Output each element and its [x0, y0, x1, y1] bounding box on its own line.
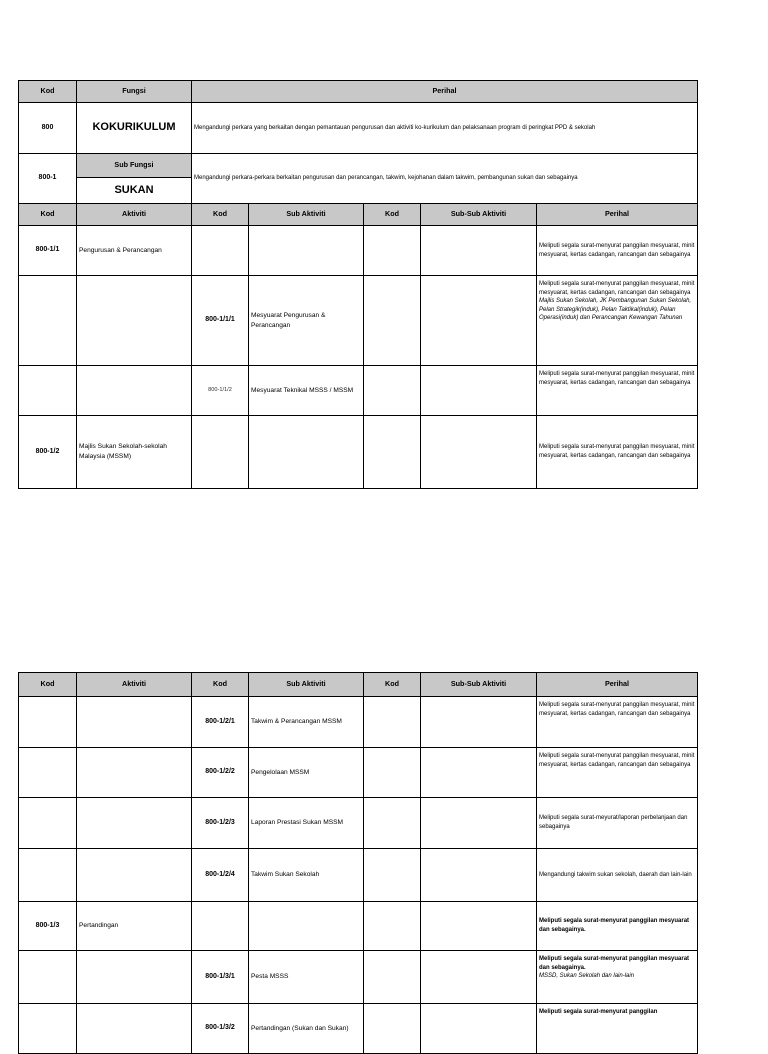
col-header: Aktiviti: [77, 673, 192, 697]
col-header: Sub Aktiviti: [249, 204, 364, 226]
row-perihal: Meliputi segala surat-menyurat panggilan mesyuarat, minit mesyuarat, kertas cadangan, rancangan dan sebagainya: [537, 416, 698, 489]
table-row: [19, 366, 698, 416]
row-sub-aktiviti: Mesyuarat Teknikal MSSS / MSSM: [249, 366, 364, 416]
col-header: Kod: [192, 204, 249, 226]
row-sub-sub-aktiviti: [421, 416, 537, 489]
row-kod: 800-1/2: [19, 416, 77, 489]
row-kod-sub: [192, 902, 249, 951]
col-header: Sub Aktiviti: [249, 673, 364, 697]
table-row: [19, 798, 698, 849]
row-perihal: Meliputi segala surat-menyurat panggilan mesyuarat, minit mesyuarat, kertas cadangan, rancangan dan sebagainya: [537, 226, 698, 276]
row-aktiviti: [77, 951, 192, 1004]
row-kod-subsub: [364, 276, 421, 366]
row-sub-aktiviti: Mesyuarat Pengurusan & Perancangan: [249, 276, 364, 366]
table-row: [19, 416, 698, 489]
row-sub-aktiviti: Takwim Sukan Sekolah: [249, 849, 364, 902]
row-sub-sub-aktiviti: [421, 276, 537, 366]
row-aktiviti: [77, 276, 192, 366]
row-kod-sub: 800-1/2/1: [192, 697, 249, 748]
row-aktiviti: [77, 697, 192, 748]
classification-table-2: [18, 672, 698, 1054]
table-row: [19, 1004, 698, 1054]
row-sub-sub-aktiviti: [421, 1004, 537, 1054]
row-kod: [19, 748, 77, 798]
row-aktiviti: Majlis Sukan Sekolah-sekolah Malaysia (MSSM): [77, 416, 192, 489]
row-sub-aktiviti: [249, 416, 364, 489]
row-sub-sub-aktiviti: [421, 849, 537, 902]
row-kod: [19, 1004, 77, 1054]
sub-fungsi-perihal: Mengandungi perkara-perkara berkaitan pengurusan dan perancangan, takwim, kejohanan dalam takwim, pembangunan sukan dan sebagainya: [192, 154, 698, 204]
row-kod: [19, 951, 77, 1004]
classification-table-1: [18, 80, 698, 489]
row-kod-sub: 800-1/3/1: [192, 951, 249, 1004]
row-kod-subsub: [364, 697, 421, 748]
col-header: Kod: [364, 673, 421, 697]
row-perihal: Meliputi segala surat-menyurat panggilan mesyuarat dan sebagainya. MSSD, Sukan Sekolah dan lain-lain: [537, 951, 698, 1004]
table-row: [19, 902, 698, 951]
row-aktiviti: [77, 1004, 192, 1054]
row-sub-sub-aktiviti: [421, 902, 537, 951]
table-row: [19, 276, 698, 366]
row-kod-sub: 800-1/1/2: [192, 366, 249, 416]
row-sub-aktiviti: Pengelolaan MSSM: [249, 748, 364, 798]
row-kod-sub: 800-1/2/4: [192, 849, 249, 902]
row-perihal: Meliputi segala surat-menyurat panggilan mesyuarat, minit mesyuarat, kertas cadangan, rancangan dan sebagainya: [537, 366, 698, 416]
row-sub-sub-aktiviti: [421, 951, 537, 1004]
row-kod-sub: 800-1/2/3: [192, 798, 249, 849]
fungsi-header-row: [19, 81, 698, 103]
row-kod-subsub: [364, 226, 421, 276]
row-kod: [19, 276, 77, 366]
col-header: Sub-Sub Aktiviti: [421, 204, 537, 226]
col-header: Sub-Sub Aktiviti: [421, 673, 537, 697]
row-kod-subsub: [364, 748, 421, 798]
row-aktiviti: Pertandingan: [77, 902, 192, 951]
row-aktiviti: [77, 798, 192, 849]
row-sub-aktiviti: Takwim & Perancangan MSSM: [249, 697, 364, 748]
table-row: [19, 226, 698, 276]
row-kod-subsub: [364, 951, 421, 1004]
row-sub-aktiviti: Laporan Prestasi Sukan MSSM: [249, 798, 364, 849]
fungsi-name: KOKURIKULUM: [77, 103, 192, 154]
col-header: Kod: [192, 673, 249, 697]
row-perihal: Meliputi segala surat-menyurat panggilan mesyuarat, minit mesyuarat, kertas cadangan, rancangan dan sebagainya: [537, 697, 698, 748]
row-kod-sub: 800-1/2/2: [192, 748, 249, 798]
row-perihal-note: MSSD, Sukan Sekolah dan lain-lain: [539, 973, 635, 980]
table-row: [19, 697, 698, 748]
row-sub-aktiviti: [249, 226, 364, 276]
activity-header-row: [19, 673, 698, 697]
row-kod: [19, 798, 77, 849]
row-kod-subsub: [364, 902, 421, 951]
row-aktiviti: [77, 366, 192, 416]
row-perihal-note: Majlis Sukan Sekolah, JK Pembangunan Sukan Sekolah, Pelan Strategik(induk), Pelan Taktikal(induk), Pelan Operasi(induk) dan Perancangan Kewangan Tahunan: [539, 298, 692, 322]
row-sub-sub-aktiviti: [421, 697, 537, 748]
col-header: Perihal: [537, 204, 698, 226]
table-row: [19, 951, 698, 1004]
row-kod-sub: 800-1/1/1: [192, 276, 249, 366]
table-row: [19, 748, 698, 798]
row-aktiviti: [77, 748, 192, 798]
sub-fungsi-kod: 800-1: [19, 154, 77, 204]
row-aktiviti: Pengurusan & Perancangan: [77, 226, 192, 276]
activity-header-row: [19, 204, 698, 226]
row-kod: [19, 697, 77, 748]
fungsi-row: [19, 103, 698, 154]
row-sub-aktiviti: [249, 902, 364, 951]
row-aktiviti: [77, 849, 192, 902]
col-header: Perihal: [537, 673, 698, 697]
sub-fungsi-label-row: [19, 154, 698, 178]
row-kod-sub: 800-1/3/2: [192, 1004, 249, 1054]
row-kod-subsub: [364, 416, 421, 489]
row-sub-sub-aktiviti: [421, 798, 537, 849]
row-kod-sub: [192, 226, 249, 276]
row-perihal: Meliputi segala surat-menyurat panggilan mesyuarat dan sebagainya.: [537, 902, 698, 951]
row-kod-subsub: [364, 1004, 421, 1054]
row-kod: 800-1/3: [19, 902, 77, 951]
row-perihal: Meliputi segala surat-menyurat panggilan mesyuarat, minit mesyuarat, kertas cadangan, rancangan dan sebagainya: [537, 748, 698, 798]
col-header: Kod: [19, 673, 77, 697]
row-sub-aktiviti: Pertandingan (Sukan dan Sukan): [249, 1004, 364, 1054]
row-kod-subsub: [364, 366, 421, 416]
row-sub-sub-aktiviti: [421, 226, 537, 276]
row-sub-sub-aktiviti: [421, 366, 537, 416]
row-sub-aktiviti: Pesta MSSS: [249, 951, 364, 1004]
header-kod: Kod: [19, 81, 77, 103]
row-kod-subsub: [364, 798, 421, 849]
header-perihal: Perihal: [192, 81, 698, 103]
col-header: Kod: [19, 204, 77, 226]
fungsi-kod: 800: [19, 103, 77, 154]
header-fungsi: Fungsi: [77, 81, 192, 103]
table-row: [19, 849, 698, 902]
row-kod-subsub: [364, 849, 421, 902]
row-sub-sub-aktiviti: [421, 748, 537, 798]
col-header: Kod: [364, 204, 421, 226]
row-perihal: Meliputi segala surat-meyurat/laporan perbelanjaan dan sebagainya: [537, 798, 698, 849]
sub-fungsi-name: SUKAN: [77, 178, 192, 204]
row-kod: [19, 849, 77, 902]
row-perihal: Mengandungi takwim sukan sekolah, daerah dan lain-lain: [537, 849, 698, 902]
row-kod: [19, 366, 77, 416]
row-kod: 800-1/1: [19, 226, 77, 276]
row-perihal: Meliputi segala surat-menyurat panggilan: [537, 1004, 698, 1054]
sub-fungsi-label: Sub Fungsi: [77, 154, 192, 178]
col-header: Aktiviti: [77, 204, 192, 226]
row-kod-sub: [192, 416, 249, 489]
fungsi-perihal: Mengandungi perkara yang berkaitan dengan pemantauan pengurusan dan aktiviti ko-kurikulum dan pelaksanaan program di peringkat PPD & sekolah: [192, 103, 698, 154]
row-perihal: Meliputi segala surat-menyurat panggilan mesyuarat, minit mesyuarat, kertas cadangan, rancangan dan sebagainya Majlis Sukan Sekolah, JK Pembangunan Sukan Sekolah, Pelan Strategik(induk), Pelan Taktikal(induk), Pelan Operasi(induk) dan Perancangan Kewangan Tahunan: [537, 276, 698, 366]
